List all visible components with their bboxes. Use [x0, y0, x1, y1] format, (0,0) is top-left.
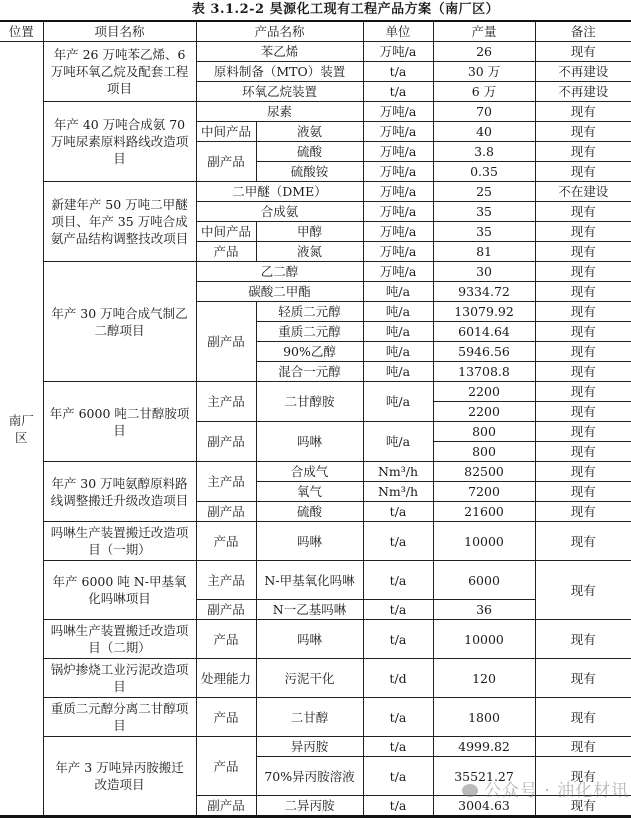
unit: 万吨/a	[363, 162, 433, 182]
table-row	[0, 659, 631, 698]
output: 3004.63	[433, 796, 535, 817]
remark: 现有	[535, 322, 631, 342]
output: 25	[433, 182, 535, 202]
product-name: 乙二醇	[196, 262, 363, 282]
output: 1800	[433, 698, 535, 737]
product-name: 混合一元醇	[256, 362, 363, 382]
unit: t/a	[363, 62, 433, 82]
product-category: 副产品	[196, 302, 256, 382]
output: 6000	[433, 561, 535, 600]
unit: Nm³/h	[363, 462, 433, 482]
output: 800	[433, 442, 535, 462]
product-category: 副产品	[196, 142, 256, 182]
output: 70	[433, 102, 535, 122]
product-category: 产品	[196, 698, 256, 737]
output: 3.8	[433, 142, 535, 162]
remark: 现有	[535, 42, 631, 62]
remark: 不再建设	[535, 82, 631, 102]
product-name: 尿素	[196, 102, 363, 122]
table-row	[0, 620, 631, 659]
unit: 万吨/a	[363, 262, 433, 282]
remark: 现有	[535, 620, 631, 659]
product-category: 副产品	[196, 600, 256, 620]
table-row	[0, 698, 631, 737]
remark: 现有	[535, 222, 631, 242]
header-product: 产品名称	[196, 21, 363, 42]
remark: 现有	[535, 162, 631, 182]
output: 21600	[433, 502, 535, 522]
header-output: 产量	[433, 21, 535, 42]
remark: 现有	[535, 142, 631, 162]
remark: 现有	[535, 342, 631, 362]
remark: 现有	[535, 302, 631, 322]
remark: 现有	[535, 659, 631, 698]
output: 9334.72	[433, 282, 535, 302]
product-name: 异丙胺	[256, 737, 363, 757]
project-name: 吗啉生产装置搬迁改造项目（二期）	[43, 620, 196, 659]
output: 6014.64	[433, 322, 535, 342]
product-category: 中间产品	[196, 222, 256, 242]
product-name: 吗啉	[256, 522, 363, 561]
header-remark: 备注	[535, 21, 631, 42]
output: 2200	[433, 382, 535, 402]
product-plan-table	[0, 20, 631, 818]
location-cell: 南厂区	[0, 42, 43, 817]
product-category: 主产品	[196, 382, 256, 422]
unit: t/a	[363, 796, 433, 817]
product-name: 碳酸二甲酯	[196, 282, 363, 302]
remark: 现有	[535, 757, 631, 796]
unit: t/a	[363, 620, 433, 659]
remark: 现有	[535, 482, 631, 502]
product-name: 轻质二元醇	[256, 302, 363, 322]
product-name: 硫酸	[256, 502, 363, 522]
product-category: 产品	[196, 522, 256, 561]
table-row	[0, 182, 631, 202]
header-row	[0, 21, 631, 42]
product-category: 主产品	[196, 462, 256, 502]
project-name: 年产 30 万吨氨醇原料路线调整搬迁升级改造项目	[43, 462, 196, 522]
project-name: 年产 6000 吨二甘醇胺项目	[43, 382, 196, 462]
product-category: 处理能力	[196, 659, 256, 698]
table-row	[0, 262, 631, 282]
remark: 现有	[535, 242, 631, 262]
product-name: 吗啉	[256, 422, 363, 462]
product-name: 环氧乙烷装置	[196, 82, 363, 102]
unit: 吨/a	[363, 282, 433, 302]
product-category: 产品	[196, 737, 256, 796]
remark: 现有	[535, 522, 631, 561]
remark: 现有	[535, 202, 631, 222]
remark: 现有	[535, 122, 631, 142]
watermark-text: 公众号 · 油化材讯	[484, 781, 630, 801]
product-category: 中间产品	[196, 122, 256, 142]
product-category: 主产品	[196, 561, 256, 600]
output: 40	[433, 122, 535, 142]
header-location: 位置	[0, 21, 43, 42]
output: 10000	[433, 522, 535, 561]
remark: 现有	[535, 737, 631, 757]
product-name: 70%异丙胺溶液	[256, 757, 363, 796]
remark: 现有	[535, 796, 631, 817]
product-name: 甲醇	[256, 222, 363, 242]
table-row	[0, 737, 631, 757]
output: 81	[433, 242, 535, 262]
output: 30	[433, 262, 535, 282]
product-category: 产品	[196, 242, 256, 262]
table-row	[0, 561, 631, 600]
output: 6 万	[433, 82, 535, 102]
table-row	[0, 382, 631, 402]
project-name: 年产 26 万吨苯乙烯、6 万吨环氧乙烷及配套工程项目	[43, 42, 196, 102]
unit: t/a	[363, 698, 433, 737]
output: 800	[433, 422, 535, 442]
remark: 现有	[535, 561, 631, 620]
output: 10000	[433, 620, 535, 659]
table-row	[0, 522, 631, 561]
product-name: 吗啉	[256, 620, 363, 659]
product-name: 液氮	[256, 242, 363, 262]
unit: t/a	[363, 757, 433, 796]
output: 4999.82	[433, 737, 535, 757]
product-name: 苯乙烯	[196, 42, 363, 62]
output: 35	[433, 202, 535, 222]
remark: 现有	[535, 102, 631, 122]
unit: 吨/a	[363, 362, 433, 382]
output: 35521.27	[433, 757, 535, 796]
table-row	[0, 102, 631, 122]
product-name: 硫酸	[256, 142, 363, 162]
header-project: 项目名称	[43, 21, 196, 42]
unit: 万吨/a	[363, 242, 433, 262]
remark: 现有	[535, 382, 631, 402]
product-name: 氧气	[256, 482, 363, 502]
output: 30 万	[433, 62, 535, 82]
unit: 吨/a	[363, 302, 433, 322]
unit: t/a	[363, 502, 433, 522]
output: 0.35	[433, 162, 535, 182]
product-category: 副产品	[196, 422, 256, 462]
unit: Nm³/h	[363, 482, 433, 502]
product-name: 二甘醇胺	[256, 382, 363, 422]
product-category: 副产品	[196, 796, 256, 817]
remark: 现有	[535, 698, 631, 737]
output: 26	[433, 42, 535, 62]
output: 5946.56	[433, 342, 535, 362]
product-name: 重质二元醇	[256, 322, 363, 342]
output: 35	[433, 222, 535, 242]
unit: 万吨/a	[363, 202, 433, 222]
header-unit: 单位	[363, 21, 433, 42]
project-name: 年产 30 万吨合成气制乙二醇项目	[43, 262, 196, 382]
remark: 现有	[535, 422, 631, 442]
product-name: 二异丙胺	[256, 796, 363, 817]
output: 2200	[433, 402, 535, 422]
table-row	[0, 42, 631, 62]
product-name: 液氨	[256, 122, 363, 142]
unit: 万吨/a	[363, 222, 433, 242]
table-row	[0, 462, 631, 482]
product-name: 合成氨	[196, 202, 363, 222]
unit: 万吨/a	[363, 122, 433, 142]
product-name: 污泥干化	[256, 659, 363, 698]
product-name: 硫酸铵	[256, 162, 363, 182]
project-name: 新建年产 50 万吨二甲醚项目、年产 35 万吨合成氨产品结构调整技改项目	[43, 182, 196, 262]
remark: 不再建设	[535, 62, 631, 82]
project-name: 重质二元醇分离二甘醇项目	[43, 698, 196, 737]
remark: 现有	[535, 502, 631, 522]
remark: 现有	[535, 462, 631, 482]
remark: 不在建设	[535, 182, 631, 202]
project-name: 年产 40 万吨合成氨 70 万吨尿素原料路线改造项目	[43, 102, 196, 182]
remark: 现有	[535, 442, 631, 462]
unit: t/a	[363, 522, 433, 561]
unit: t/a	[363, 82, 433, 102]
product-name: N一乙基吗啉	[256, 600, 363, 620]
product-name: N-甲基氧化吗啉	[256, 561, 363, 600]
product-name: 二甲醚（DME）	[196, 182, 363, 202]
unit: 吨/a	[363, 422, 433, 462]
remark: 现有	[535, 402, 631, 422]
output: 36	[433, 600, 535, 620]
output: 13708.8	[433, 362, 535, 382]
unit: 万吨/a	[363, 182, 433, 202]
unit: t/a	[363, 600, 433, 620]
output: 7200	[433, 482, 535, 502]
table-title: 表 3.1.2-2 昊源化工现有工程产品方案（南厂区）	[191, 2, 500, 17]
product-category: 产品	[196, 620, 256, 659]
unit: 万吨/a	[363, 102, 433, 122]
product-name: 90%乙醇	[256, 342, 363, 362]
output: 120	[433, 659, 535, 698]
unit: t/d	[363, 659, 433, 698]
unit: 吨/a	[363, 342, 433, 362]
product-name: 原料制备（MTO）装置	[196, 62, 363, 82]
unit: 吨/a	[363, 322, 433, 342]
remark: 现有	[535, 262, 631, 282]
remark: 现有	[535, 362, 631, 382]
unit: t/a	[363, 737, 433, 757]
product-category: 副产品	[196, 502, 256, 522]
unit: 万吨/a	[363, 142, 433, 162]
project-name: 年产 3 万吨异丙胺搬迁改造项目	[43, 737, 196, 817]
project-name: 锅炉掺烧工业污泥改造项目	[43, 659, 196, 698]
product-name: 合成气	[256, 462, 363, 482]
project-name: 年产 6000 吨 N-甲基氧化吗啉项目	[43, 561, 196, 620]
unit: t/a	[363, 561, 433, 600]
project-name: 吗啉生产装置搬迁改造项目（一期）	[43, 522, 196, 561]
output: 82500	[433, 462, 535, 482]
product-name: 二甘醇	[256, 698, 363, 737]
unit: 吨/a	[363, 382, 433, 422]
output: 13079.92	[433, 302, 535, 322]
remark: 现有	[535, 282, 631, 302]
unit: 万吨/a	[363, 42, 433, 62]
